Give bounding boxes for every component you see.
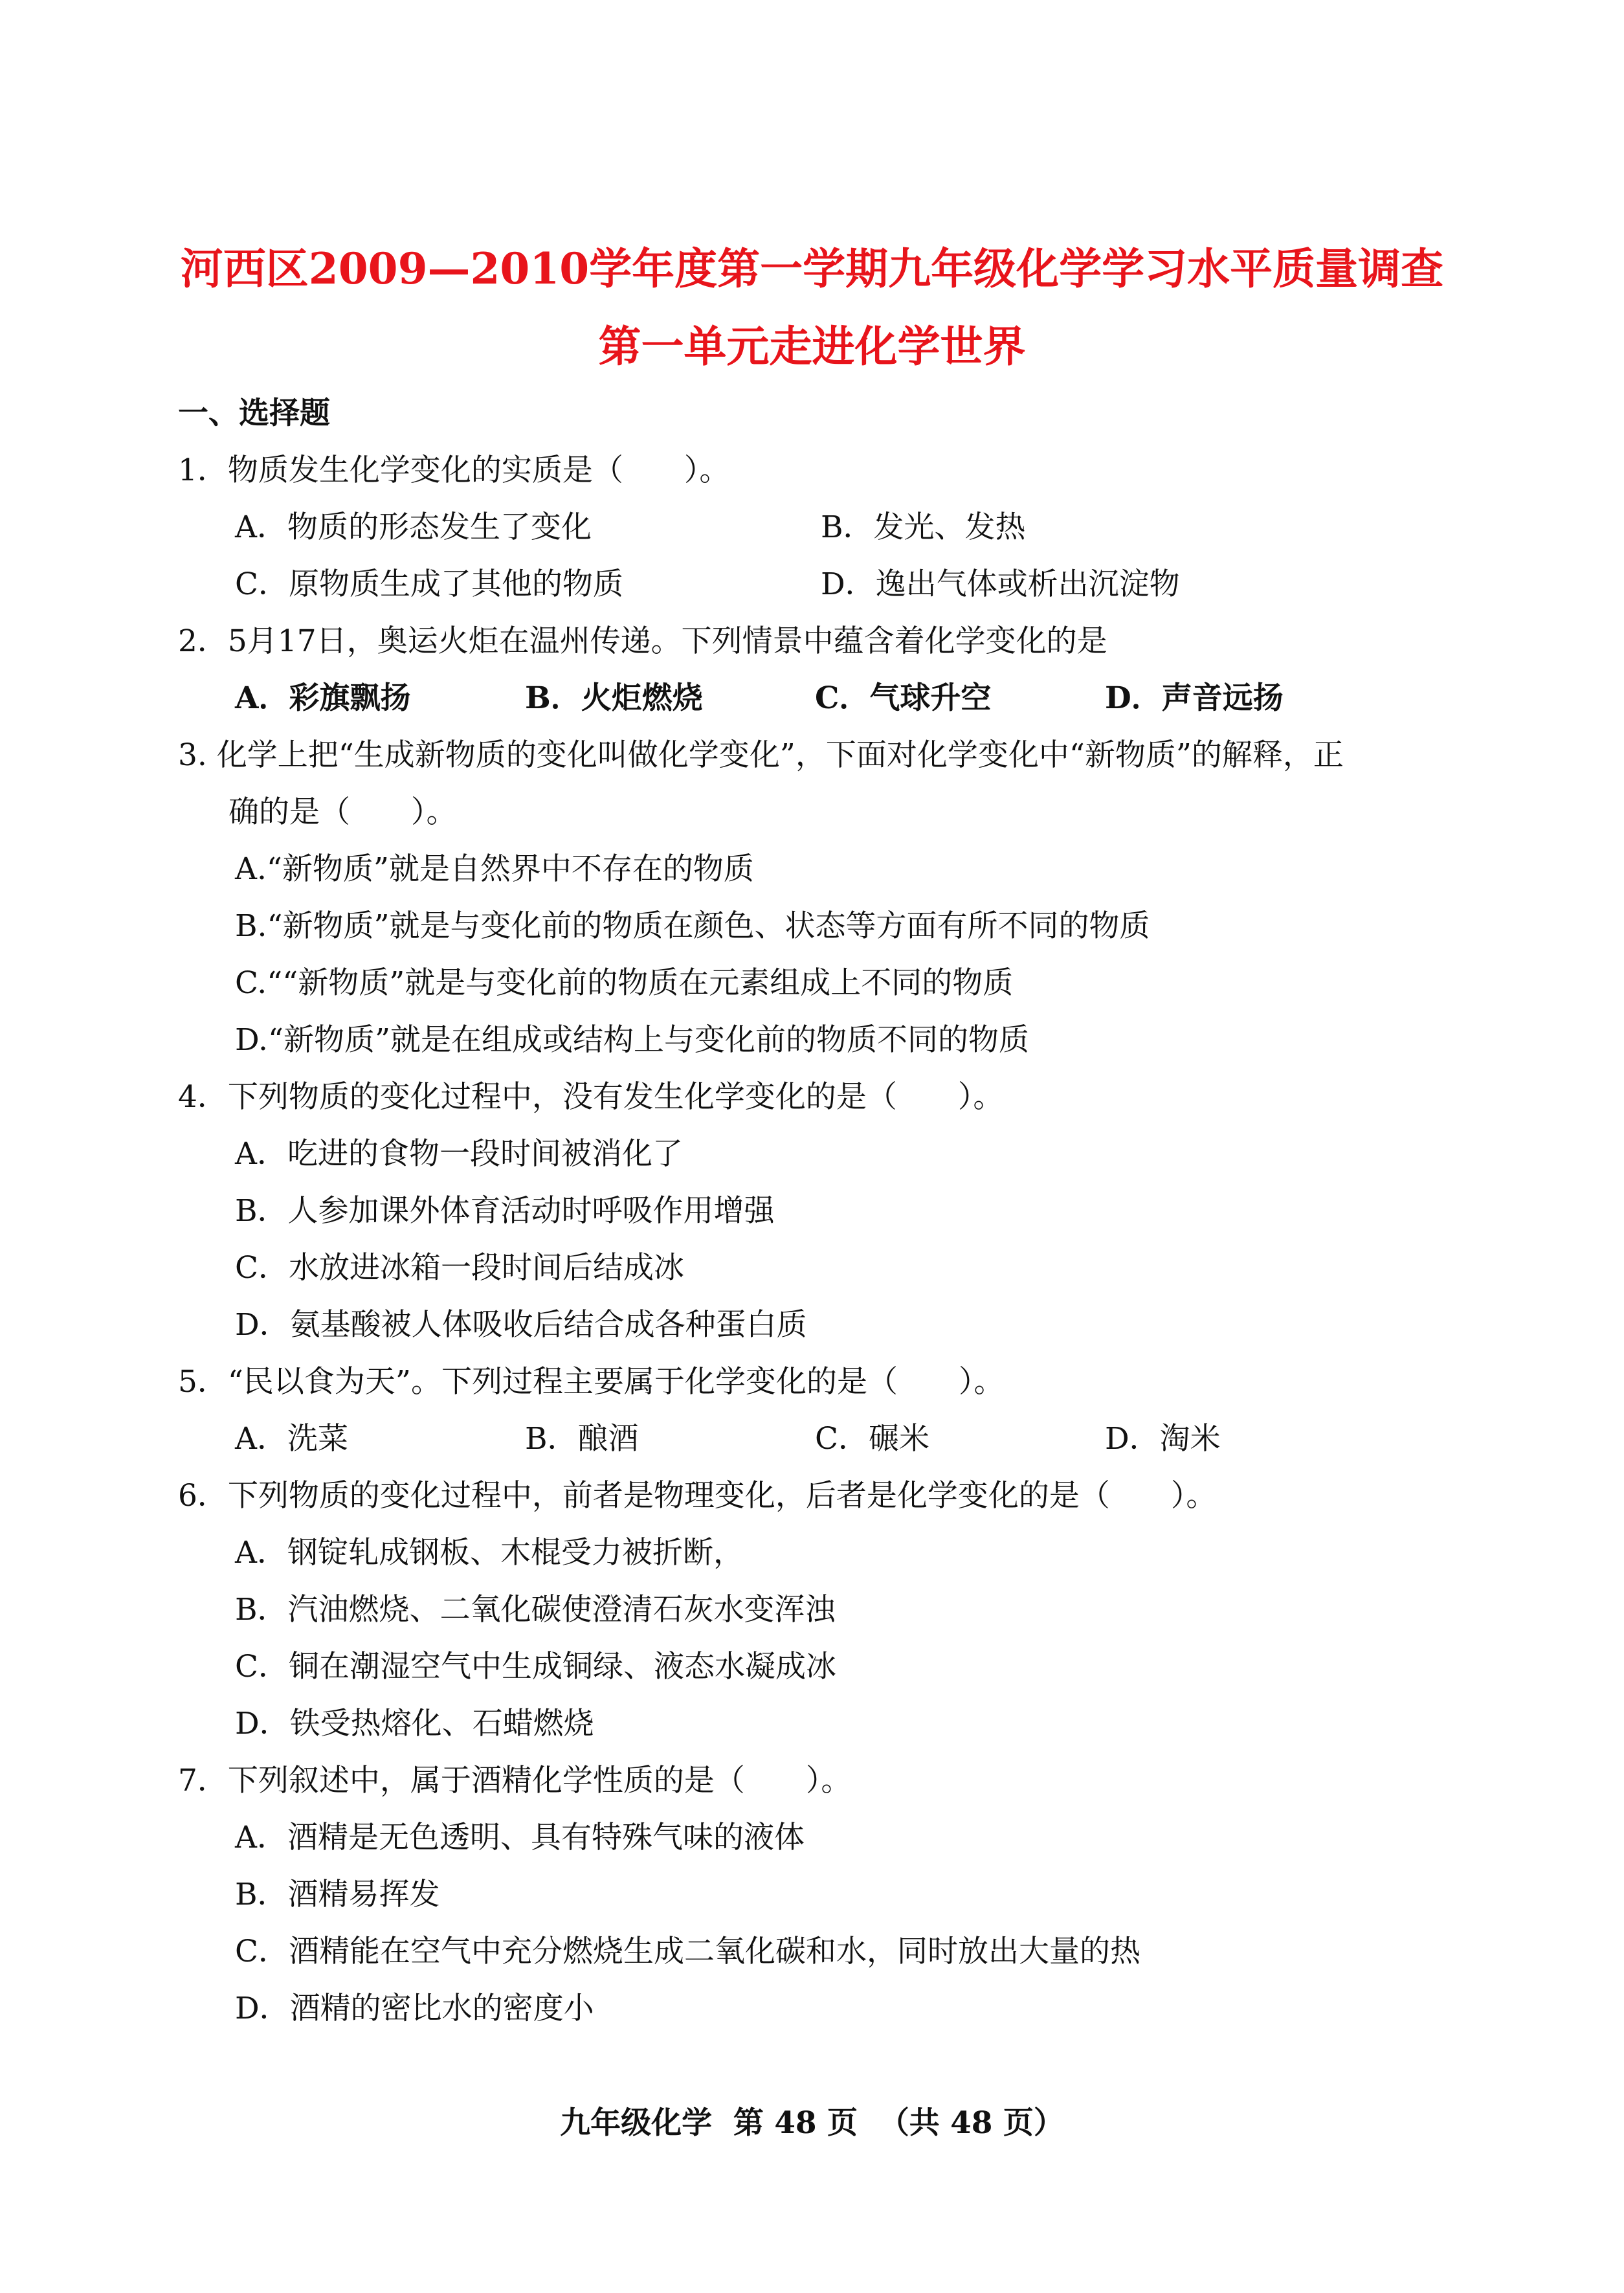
option-d: D．淘米 [1105, 1421, 1221, 1457]
question-5-stem: 5．“民以食为天”。下列过程主要属于化学变化的是（ ）。 [178, 1364, 1005, 1400]
option-a: A．酒精是无色透明、具有特殊气味的液体 [235, 1820, 805, 1855]
option-d: D．铁受热熔化、石蜡燃烧 [235, 1706, 594, 1741]
question-1-options-row-1 [178, 499, 1473, 556]
question-7-stem: 7．下列叙述中，属于酒精化学性质的是（ ）。 [178, 1763, 852, 1798]
option-d: D．氨基酸被人体吸收后结合成各种蛋白质 [235, 1307, 807, 1343]
question-1-stem: 1．物质发生化学变化的实质是（ ）。 [178, 453, 730, 488]
option-a: A．吃进的食物一段时间被消化了 [235, 1136, 683, 1172]
option-d: D．酒精的密比水的密度小 [235, 1991, 594, 2026]
option-b: B．火炬燃烧 [525, 680, 703, 716]
option-c: C．原物质生成了其他的物质 [235, 566, 623, 602]
option-c: C.““新物质”就是与变化前的物质在元素组成上不同的物质 [235, 965, 1014, 1001]
option-c: C．酒精能在空气中充分燃烧生成二氧化碳和水，同时放出大量的热 [235, 1934, 1140, 1969]
question-2-options [178, 670, 1473, 727]
page-footer: 九年级化学 第 48 页 （共 48 页） [560, 2105, 1064, 2141]
option-a: A．物质的形态发生了变化 [235, 509, 592, 545]
option-a: A．钢锭轧成钢板、木棍受力被折断， [235, 1535, 744, 1571]
option-c: C．气球升空 [815, 680, 992, 716]
question-5-options [178, 1411, 1473, 1468]
unit-title: 第一单元走进化学世界 [598, 321, 1026, 372]
question-3-stem-line-2: 确的是（ ）。 [228, 794, 457, 830]
option-d: D．声音远扬 [1105, 680, 1284, 716]
option-a: A．彩旗飘扬 [235, 680, 411, 716]
option-b: B．汽油燃烧、二氧化碳使澄清石灰水变浑浊 [235, 1592, 836, 1627]
option-c: C．水放进冰箱一段时间后结成冰 [235, 1250, 684, 1286]
option-d: D.“新物质”就是在组成或结构上与变化前的物质不同的物质 [235, 1022, 1030, 1058]
exam-title: 河西区2009—2010学年度第一学期九年级化学学习水平质量调查 [180, 243, 1444, 294]
option-b: B．发光、发热 [821, 509, 1026, 545]
question-3-stem-line-1: 3. 化学上把“生成新物质的变化叫做化学变化”，下面对化学变化中“新物质”的解释，正 [178, 737, 1344, 773]
question-list [178, 385, 1473, 2037]
question-6-stem: 6．下列物质的变化过程中，前者是物理变化，后者是化学变化的是（ ）。 [178, 1478, 1217, 1514]
option-d: D．逸出气体或析出沉淀物 [821, 566, 1180, 602]
option-c: C．铜在潮湿空气中生成铜绿、液态水凝成冰 [235, 1649, 836, 1684]
option-b: B.“新物质”就是与变化前的物质在颜色、状态等方面有所不同的物质 [235, 908, 1150, 944]
question-1-options-row-2 [178, 556, 1473, 613]
option-a: A.“新物质”就是自然界中不存在的物质 [235, 851, 754, 887]
question-4-stem: 4．下列物质的变化过程中，没有发生化学变化的是（ ）。 [178, 1079, 1004, 1115]
section-heading: 一、选择题 [178, 396, 330, 431]
option-a: A．洗菜 [235, 1421, 348, 1457]
option-b: B．酿酒 [525, 1421, 639, 1457]
option-c: C．碾米 [815, 1421, 929, 1457]
option-b: B．人参加课外体育活动时呼吸作用增强 [235, 1193, 775, 1229]
question-2-stem: 2．5月17日，奥运火炬在温州传递。下列情景中蕴含着化学变化的是 [178, 623, 1107, 659]
option-b: B．酒精易挥发 [235, 1877, 440, 1912]
